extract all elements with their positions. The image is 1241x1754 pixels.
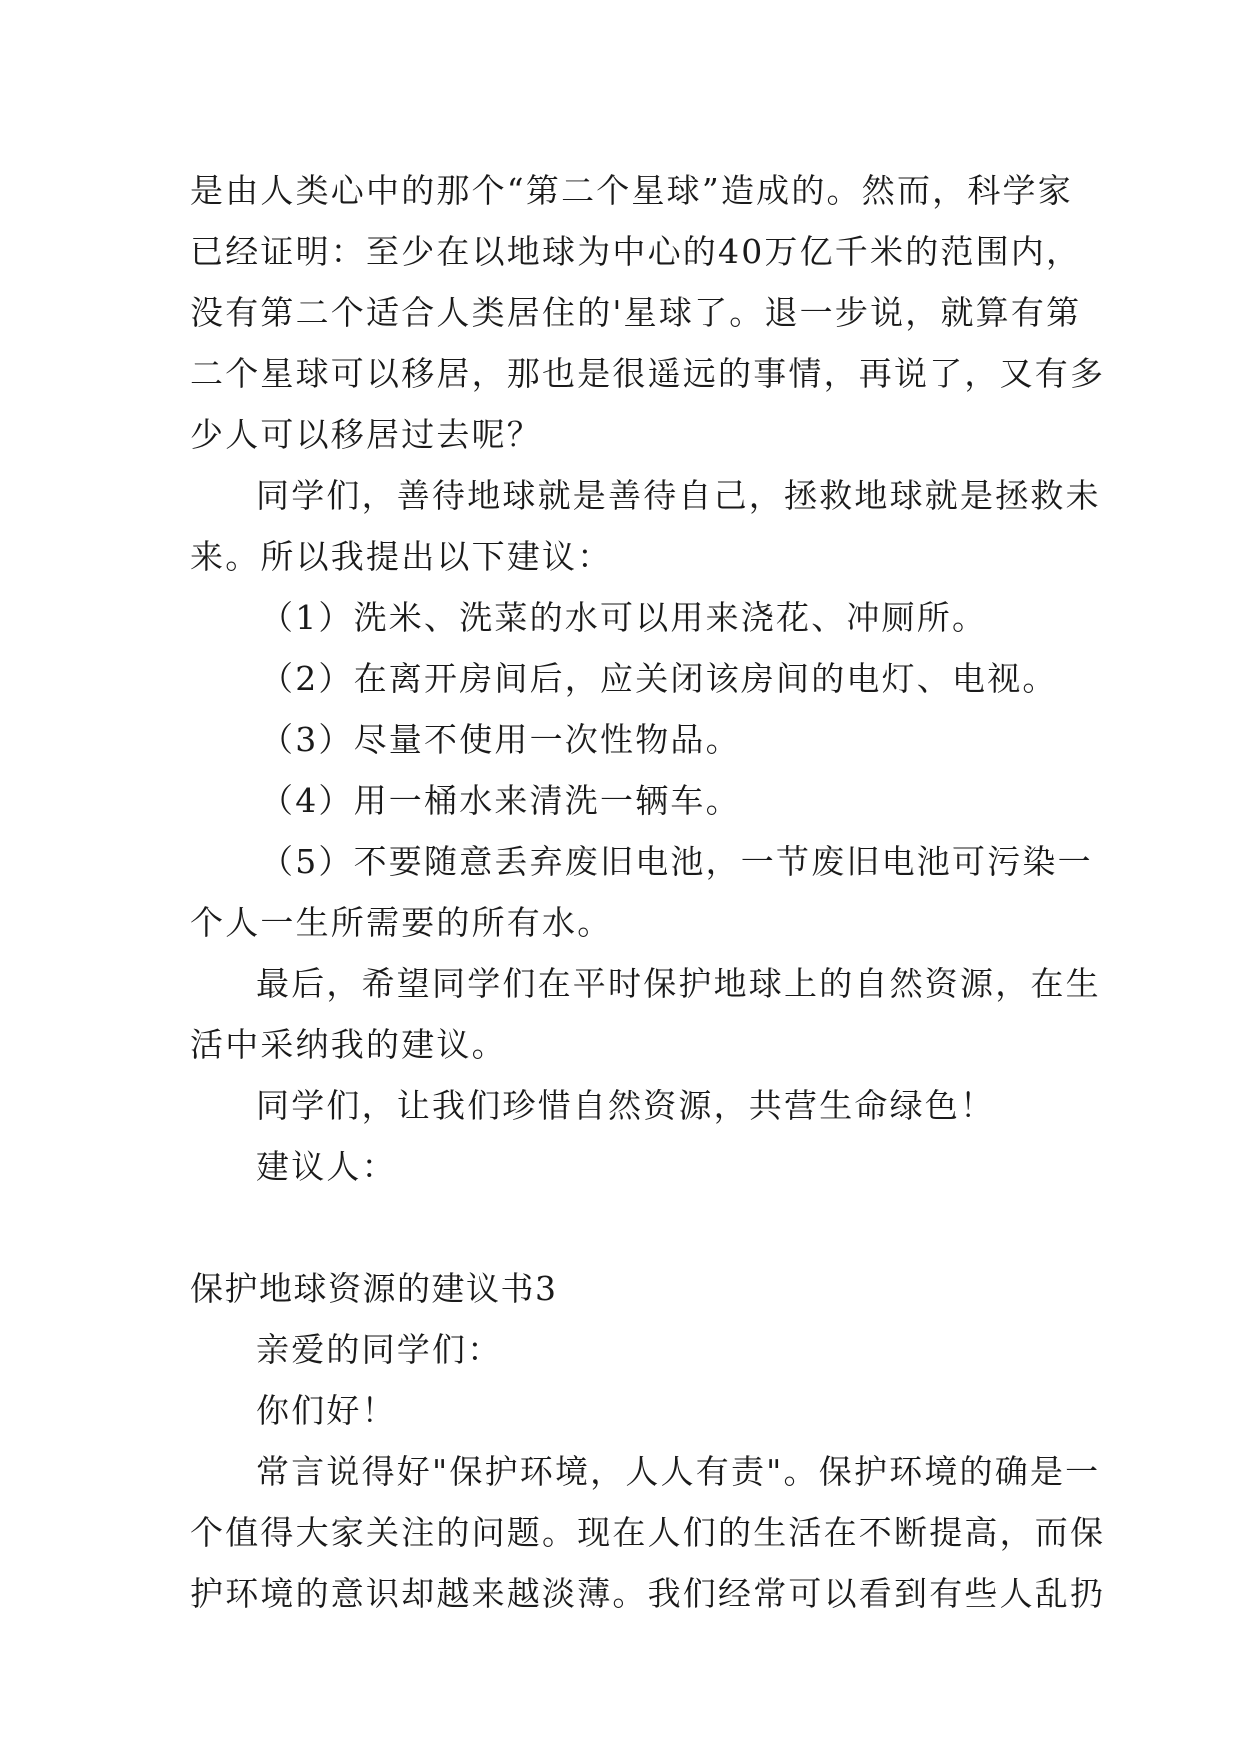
paragraph-line: 同学们，善待地球就是善待自己，拯救地球就是拯救未 (256, 476, 1101, 515)
document-page (190, 160, 1106, 1624)
paragraph-line: 没有第二个适合人类居住的'星球了。退一步说，就算有第 (190, 293, 1082, 332)
paragraph-line: 最后，希望同学们在平时保护地球上的自然资源，在生 (256, 964, 1101, 1003)
paragraph-line: 来。所以我提出以下建议： (190, 537, 613, 576)
signer-line: 建议人： (256, 1147, 397, 1186)
paragraph-line: 常言说得好"保护环境，人人有责"。保护环境的确是一 (256, 1452, 1101, 1491)
section-title: 保护地球资源的建议书3 (190, 1269, 558, 1308)
suggestion-item: （2）在离开房间后，应关闭该房间的电灯、电视。 (260, 659, 1058, 698)
paragraph-line: 少人可以移居过去呢？ (190, 415, 542, 454)
greeting-line: 亲爱的同学们： (256, 1330, 503, 1369)
paragraph-line: 已经证明：至少在以地球为中心的40万亿千米的范围内， (190, 232, 1082, 271)
paragraph-line: 个值得大家关注的问题。现在人们的生活在不断提高，而保 (190, 1513, 1106, 1552)
suggestion-item: （1）洗米、洗菜的水可以用来浇花、冲厕所。 (260, 598, 988, 637)
hello-line: 你们好！ (256, 1391, 397, 1430)
suggestion-item: （5）不要随意丢弃废旧电池，一节废旧电池可污染一 (260, 842, 1093, 881)
suggestion-item: （4）用一桶水来清洗一辆车。 (260, 781, 741, 820)
section-gap (190, 1197, 1060, 1258)
paragraph-line: 是由人类心中的那个“第二个星球”造成的。然而，科学家 (190, 171, 1073, 210)
paragraph-line: 活中采纳我的建议。 (190, 1025, 507, 1064)
slogan-line: 同学们，让我们珍惜自然资源，共营生命绿色！ (256, 1086, 996, 1125)
paragraph-line: 护环境的意识却越来越淡薄。我们经常可以看到有些人乱扔 (190, 1574, 1106, 1613)
paragraph-line: 二个星球可以移居，那也是很遥远的事情，再说了，又有多 (190, 354, 1106, 393)
suggestion-item: （3）尽量不使用一次性物品。 (260, 720, 741, 759)
suggestion-item-continuation: 个人一生所需要的所有水。 (190, 903, 613, 942)
